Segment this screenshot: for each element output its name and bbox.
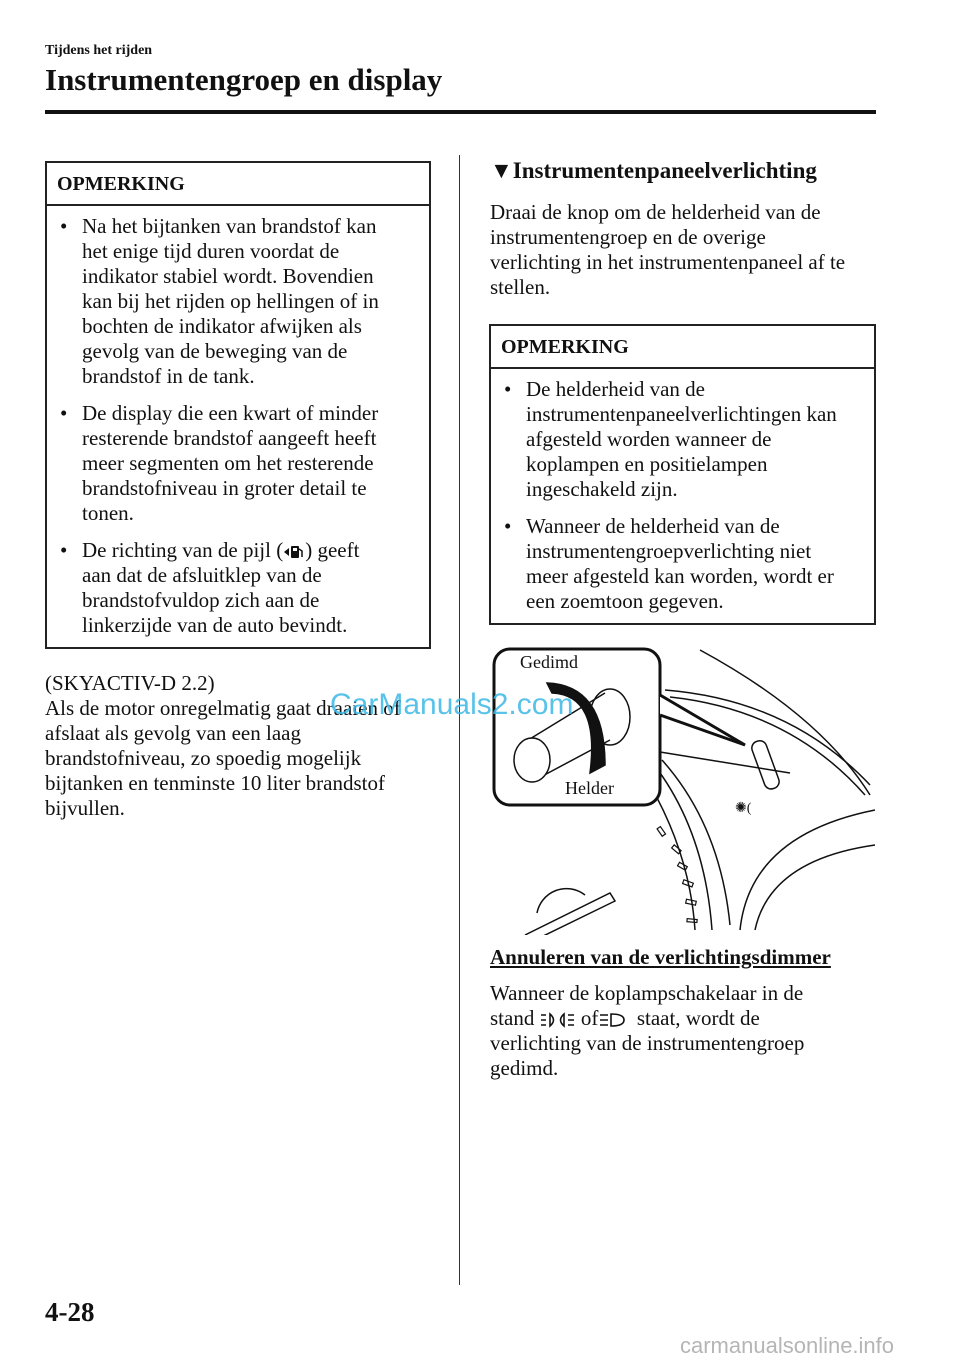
dimmer-paragraph [490, 200, 845, 300]
line: tonen. [82, 501, 134, 525]
parking-light-icon [540, 1012, 576, 1028]
footer-link[interactable]: carmanualsonline.info [680, 1333, 895, 1358]
section-heading [490, 158, 817, 184]
line: aan dat de afsluitklep van de [82, 563, 322, 587]
line: Wanneer de koplampschakelaar in de [490, 981, 804, 1005]
label-dimmed: Gedimd [520, 652, 578, 672]
line [82, 538, 429, 563]
line: brandstofvuldop zich aan de [82, 588, 320, 612]
line: gevolg van de beweging van de [82, 339, 348, 363]
line: koplampen en positielampen [526, 452, 768, 476]
line: afslaat als gevolg van een laag [45, 721, 301, 745]
line: linkerzijde van de auto bevindt. [82, 613, 348, 637]
line: instrumentenpaneelverlichtingen kan [526, 402, 837, 426]
title-rule [45, 110, 876, 114]
line: bochten de indikator afwijken als [82, 314, 362, 338]
note-bullet: • Wanneer de helderheid van de instrumentengroepverlichting niet meer afgesteld kan worden, wordt er een zoemtoon gegeven. [491, 514, 874, 614]
subheading: Annuleren van de verlichtingsdimmer [490, 945, 831, 969]
text: stand [490, 1006, 535, 1030]
line: indikator stabiel wordt. Bovendien [82, 264, 374, 288]
triangle-marker-icon: ▼ [490, 158, 513, 183]
line: Na het bijtanken van brandstof kan [82, 214, 377, 238]
line: bijvullen. [45, 796, 125, 820]
page-number: 4-28 [45, 1297, 95, 1327]
section-label: Tijdens het rijden [45, 43, 153, 58]
line: instrumentengroepverlichting niet [526, 539, 812, 563]
line: Draai de knop om de helderheid van de [490, 200, 821, 224]
watermark: CarManuals2.com [330, 688, 574, 721]
line: het enige tijd duren voordat de [82, 239, 340, 263]
line: resterende brandstof aangeeft heeft [82, 426, 377, 450]
svg-text:✺(: ✺( [735, 801, 752, 816]
line: verlichting in het instrumentenpaneel af te [490, 250, 846, 274]
line: De helderheid van de [526, 377, 706, 401]
text: of [580, 1006, 599, 1030]
line: De display die een kwart of minder [82, 401, 379, 425]
line: een zoemtoon gegeven. [526, 589, 724, 613]
line: kan bij het rijden op hellingen of in [82, 289, 379, 313]
line [490, 1006, 804, 1031]
line: meer segmenten om het resterende [82, 451, 374, 475]
line: ingeschakeld zijn. [526, 477, 678, 501]
line: (SKYACTIV-D 2.2) [45, 671, 215, 695]
line: bijtanken en tenminste 10 liter brandstof [45, 771, 385, 795]
heading-text: Instrumentenpaneelverlichting [512, 158, 817, 183]
note-box-brightness [489, 324, 876, 625]
line: brandstofniveau in groter detail te [82, 476, 367, 500]
line: meer afgesteld kan worden, wordt er [526, 564, 834, 588]
text: ) geeft [305, 538, 360, 562]
line: brandstof in de tank. [82, 364, 255, 388]
text: De richting van de pijl ( [82, 538, 284, 562]
note-bullet: • De display die een kwart of minder resterende brandstof aangeeft heeft meer segmenten om het resterende brandstofniveau in groter detail te tonen. [47, 401, 429, 526]
text: staat, wordt de [636, 1006, 760, 1030]
note-title: OPMERKING [491, 326, 874, 369]
line: Als de motor onregelmatig gaat draaien of [45, 696, 401, 720]
note-bullet: • De richting van de pijl ( ) geeft aan dat de afsluitklep van de brandstofvuldop zich aan de linkerzijde van de auto bevindt. [47, 538, 429, 638]
line: brandstofniveau, zo spoedig mogelijk [45, 746, 362, 770]
line: instrumentengroep en de overige [490, 225, 766, 249]
line: Wanneer de helderheid van de [526, 514, 780, 538]
note-bullet: • Na het bijtanken van brandstof kan het enige tijd duren voordat de indikator stabiel wordt. Bovendien kan bij het rijden op hellingen of in bochten de indikator afwijken als gevolg van de beweging van de brandstof in de tank. [47, 214, 429, 389]
note-box-fuel [45, 161, 431, 649]
fuel-pump-arrow-icon [283, 544, 305, 560]
headlight-icon [598, 1012, 626, 1028]
line: afgesteld worden wanneer de [526, 427, 772, 451]
page-title: Instrumentengroep en display [45, 62, 443, 97]
line: stellen. [490, 275, 551, 299]
cancel-paragraph [490, 981, 804, 1081]
note-bullet: • De helderheid van de instrumentenpaneelverlichtingen kan afgesteld worden wanneer de koplampen en positielampen ingeschakeld zijn. [491, 377, 874, 502]
line: verlichting van de instrumentengroep [490, 1031, 805, 1055]
note-title: OPMERKING [47, 163, 429, 206]
line: gedimd. [490, 1056, 559, 1080]
label-bright: Helder [565, 778, 614, 798]
